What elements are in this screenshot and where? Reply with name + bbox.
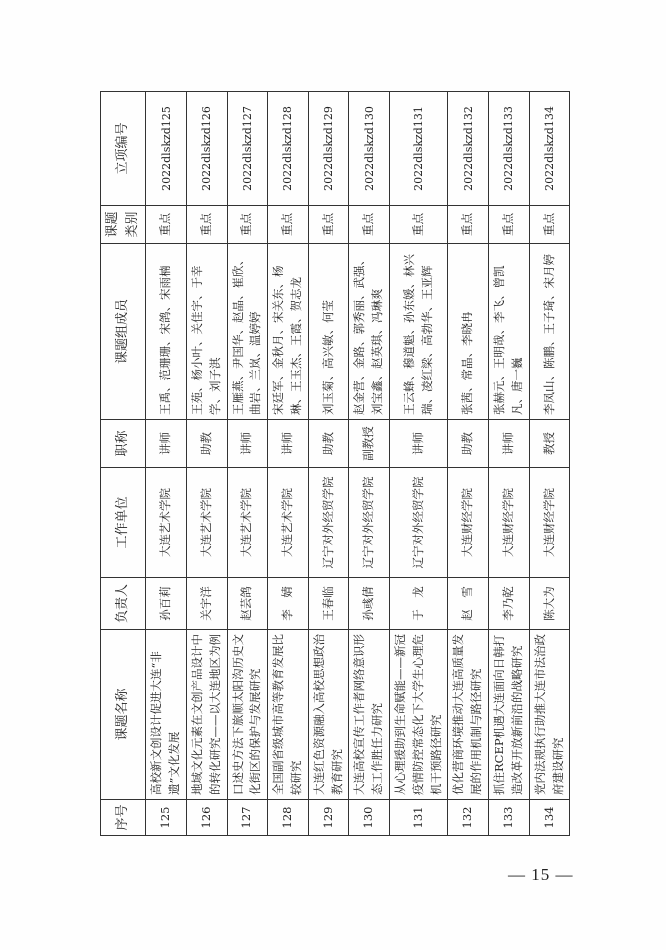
cell-category: 重点 — [349, 206, 390, 244]
cell-index: 125 — [146, 800, 187, 836]
cell-rank: 教授 — [529, 420, 570, 468]
cell-rank: 讲师 — [227, 420, 268, 468]
header-members: 课题组成员 — [101, 244, 146, 420]
cell-rank: 助教 — [186, 420, 227, 468]
cell-code: 2022dlskzd133 — [489, 92, 530, 206]
cell-unit: 大连财经学院 — [529, 468, 570, 578]
header-code: 立项编号 — [101, 92, 146, 206]
cell-rank: 讲师 — [390, 420, 448, 468]
page-number: — 15 — — [508, 865, 574, 884]
cell-code: 2022dlskzd129 — [308, 92, 349, 206]
cell-leader: 赵 雪 — [448, 578, 489, 630]
cell-unit: 大连财经学院 — [448, 468, 489, 578]
cell-title: 党内法规执行助推大连市法治政府建设研究 — [529, 630, 570, 800]
cell-leader: 孙彧倩 — [349, 578, 390, 630]
cell-unit: 大连艺术学院 — [146, 468, 187, 578]
cell-leader: 李乃乾 — [489, 578, 530, 630]
cell-index: 130 — [349, 800, 390, 836]
cell-category: 重点 — [268, 206, 309, 244]
cell-members: 王雁燕、尹国华、赵晶、崔欣、曲岩、兰岚、温婷婷 — [227, 244, 268, 420]
cell-code: 2022dlskzd126 — [186, 92, 227, 206]
table-row — [186, 92, 227, 836]
cell-title: 抓住RCEP机遇大连面向日韩打造改革开放新前沿的战略研究 — [489, 630, 530, 800]
cell-unit: 辽宁对外经贸学院 — [308, 468, 349, 578]
cell-rank: 讲师 — [489, 420, 530, 468]
cell-leader: 关宇洋 — [186, 578, 227, 630]
table-container — [100, 92, 565, 836]
table-row — [489, 92, 530, 836]
cell-code: 2022dlskzd134 — [529, 92, 570, 206]
header-title: 课题名称 — [101, 630, 146, 800]
cell-category: 重点 — [308, 206, 349, 244]
header-leader: 负责人 — [101, 578, 146, 630]
table-row — [227, 92, 268, 836]
table-row — [268, 92, 309, 836]
cell-index: 128 — [268, 800, 309, 836]
cell-members: 刘玉菊、高兴敏、何莹 — [308, 244, 349, 420]
header-unit: 工作单位 — [101, 468, 146, 578]
cell-unit: 大连艺术学院 — [186, 468, 227, 578]
cell-rank: 讲师 — [268, 420, 309, 468]
cell-members: 王云蜂、穆道魁、孙东媛、林兴瑞、凌红梁、高勃华、王亚辉 — [390, 244, 448, 420]
cell-title: 高校新文创设计促进大连“非遗”文化发展 — [146, 630, 187, 800]
table-row — [146, 92, 187, 836]
cell-rank: 助教 — [448, 420, 489, 468]
project-table — [100, 91, 570, 836]
cell-rank: 讲师 — [146, 420, 187, 468]
cell-index: 133 — [489, 800, 530, 836]
header-index: 序号 — [101, 800, 146, 836]
cell-code: 2022dlskzd127 — [227, 92, 268, 206]
cell-index: 134 — [529, 800, 570, 836]
cell-unit: 大连财经学院 — [489, 468, 530, 578]
cell-code: 2022dlskzd128 — [268, 92, 309, 206]
cell-members: 张赫元、王明哉、李飞、曾凯凡、唐一巍 — [489, 244, 530, 420]
cell-members: 王苑、杨小叶、关佳宇、于幸学、刘子淇 — [186, 244, 227, 420]
cell-title: 口述史方法下旅顺太阳沟历史文化街区的保护与发展研究 — [227, 630, 268, 800]
cell-index: 129 — [308, 800, 349, 836]
cell-leader: 陈大为 — [529, 578, 570, 630]
cell-members: 赵金营、金路、郭秀丽、武强、刘宝鑫、赵英琪、冯琳爽 — [349, 244, 390, 420]
header-category: 课题类别 — [101, 206, 146, 244]
cell-leader: 王春临 — [308, 578, 349, 630]
cell-code: 2022dlskzd132 — [448, 92, 489, 206]
cell-title: 全国副省级城市高等教育发展比较研究 — [268, 630, 309, 800]
header-rank: 职称 — [101, 420, 146, 468]
cell-leader: 孙百莉 — [146, 578, 187, 630]
cell-category: 重点 — [390, 206, 448, 244]
table-row — [349, 92, 390, 836]
table-row — [308, 92, 349, 836]
cell-index: 132 — [448, 800, 489, 836]
cell-category: 重点 — [146, 206, 187, 244]
table-row — [448, 92, 489, 836]
table-header-row — [101, 92, 146, 836]
cell-title: 优化营商环境推动大连高质量发展的作用机制与路径研究 — [448, 630, 489, 800]
cell-category: 重点 — [529, 206, 570, 244]
table-row — [390, 92, 448, 836]
cell-title: 大连红色资源融入高校思想政治教育研究 — [308, 630, 349, 800]
cell-members: 宋廷军、金秋月、宋关东、杨琳、王玉杰、王霞、贺志龙 — [268, 244, 309, 420]
cell-unit: 大连艺术学院 — [227, 468, 268, 578]
cell-title: 大连高校宣传工作者网络意识形态工作胜任力研究 — [349, 630, 390, 800]
cell-rank: 助教 — [308, 420, 349, 468]
cell-index: 127 — [227, 800, 268, 836]
cell-code: 2022dlskzd130 — [349, 92, 390, 206]
cell-category: 重点 — [489, 206, 530, 244]
cell-members: 王禹、范珊珊、宋鸽、宋雨楠 — [146, 244, 187, 420]
cell-leader: 于 龙 — [390, 578, 448, 630]
cell-members: 李凤山、陈鹏、王子琦、宋月婷 — [529, 244, 570, 420]
cell-title: 地域文化元素在文创产品设计中的转化研究——以大连地区为例 — [186, 630, 227, 800]
cell-leader: 赵芸鸽 — [227, 578, 268, 630]
cell-unit: 大连艺术学院 — [268, 468, 309, 578]
cell-code: 2022dlskzd125 — [146, 92, 187, 206]
table-row — [529, 92, 570, 836]
cell-code: 2022dlskzd131 — [390, 92, 448, 206]
cell-unit: 辽宁对外经贸学院 — [349, 468, 390, 578]
cell-index: 131 — [390, 800, 448, 836]
cell-unit: 辽宁对外经贸学院 — [390, 468, 448, 578]
cell-members: 张茜、常晶、李晓冉 — [448, 244, 489, 420]
cell-leader: 李 婧 — [268, 578, 309, 630]
cell-category: 重点 — [186, 206, 227, 244]
cell-category: 重点 — [448, 206, 489, 244]
cell-rank: 副教授 — [349, 420, 390, 468]
cell-index: 126 — [186, 800, 227, 836]
cell-category: 重点 — [227, 206, 268, 244]
cell-title: 从心理援助到生命赋能——新冠疫情防控常态化下大学生心理危机干预路径研究 — [390, 630, 448, 800]
